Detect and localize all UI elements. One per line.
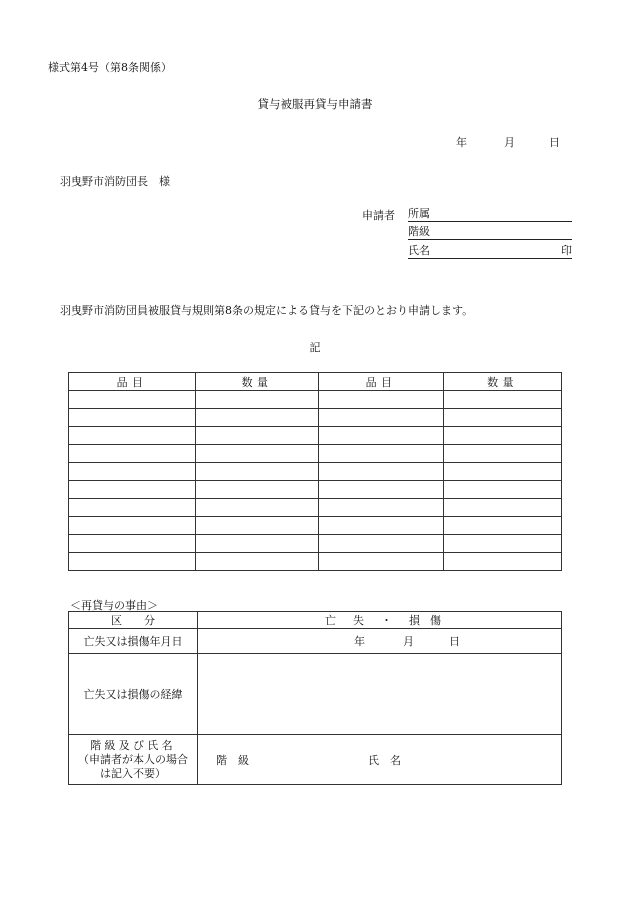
items-row [69,535,562,553]
quantity-cell[interactable] [196,517,319,535]
quantity-cell[interactable] [444,517,562,535]
item-cell[interactable] [319,427,444,445]
incident-year: 年 [354,635,365,648]
seal-mark: 印 [561,244,572,257]
category-char: 失 [353,614,364,627]
item-cell[interactable] [69,409,196,427]
rank-field-label: 階 級 [216,753,249,767]
name-field-label: 氏 名 [368,753,401,767]
quantity-cell[interactable] [444,409,562,427]
form-title: 貸与被服再貸与申請書 [257,97,373,111]
quantity-cell[interactable] [196,391,319,409]
item-cell[interactable] [319,481,444,499]
ki-heading: 記 [309,341,321,354]
rank-name-label [69,735,198,785]
rank-name-label-line: 階級及び氏名 [90,738,176,752]
item-cell[interactable] [319,391,444,409]
date-label: 亡失又は損傷年月日 [69,629,198,654]
item-cell[interactable] [319,463,444,481]
incident-month: 月 [403,635,414,648]
category-char: 損 [409,614,420,627]
quantity-cell[interactable] [196,427,319,445]
application-date[interactable] [456,134,560,150]
items-row [69,427,562,445]
quantity-cell[interactable] [196,445,319,463]
items-row [69,445,562,463]
item-cell[interactable] [319,517,444,535]
items-row [69,499,562,517]
item-cell[interactable] [319,499,444,517]
category-value[interactable] [198,612,562,629]
quantity-cell[interactable] [444,535,562,553]
form-number: 様式第4号（第8条関係） [48,61,172,74]
name-label: 氏名 [408,244,430,257]
header-quantity-2: 数量 [444,373,562,391]
item-cell[interactable] [319,409,444,427]
item-cell[interactable] [69,463,196,481]
quantity-cell[interactable] [444,391,562,409]
date-year: 年 [456,136,467,149]
quantity-cell[interactable] [196,481,319,499]
rank-label: 階級 [408,225,430,238]
quantity-cell[interactable] [196,499,319,517]
category-char: 傷 [430,614,441,627]
item-cell[interactable] [319,535,444,553]
incident-date-field[interactable] [198,629,562,654]
quantity-cell[interactable] [196,553,319,571]
header-item-2: 品目 [319,373,444,391]
affiliation-label: 所属 [408,207,430,220]
item-cell[interactable] [69,391,196,409]
item-cell[interactable] [69,427,196,445]
items-row [69,391,562,409]
date-day: 日 [549,136,560,149]
items-row [69,409,562,427]
items-row [69,553,562,571]
quantity-cell[interactable] [444,445,562,463]
details-label: 亡失又は損傷の経緯 [69,654,198,735]
item-cell[interactable] [69,481,196,499]
quantity-cell[interactable] [444,553,562,571]
quantity-cell[interactable] [444,499,562,517]
reason-table [68,611,562,785]
header-quantity-1: 数量 [196,373,319,391]
items-table [68,372,562,571]
date-month: 月 [504,136,515,149]
quantity-cell[interactable] [196,535,319,553]
quantity-cell[interactable] [196,463,319,481]
details-field[interactable] [198,654,562,735]
item-cell[interactable] [69,445,196,463]
item-cell[interactable] [69,517,196,535]
rank-name-label-line: （申請者が本人の場合 [78,752,188,766]
name-field[interactable] [408,244,572,259]
items-header-row [69,373,562,391]
items-row [69,481,562,499]
rank-name-label-line: は記入不要） [100,766,166,780]
reason-section-label: ＜再貸与の事由＞ [70,599,158,612]
quantity-cell[interactable] [196,409,319,427]
rank-field[interactable] [408,225,572,240]
items-row [69,517,562,535]
header-item-1: 品目 [69,373,196,391]
item-cell[interactable] [319,553,444,571]
statement: 羽曳野市消防団員被服貸与規則第8条の規定による貸与を下記のとおり申請します。 [60,304,474,317]
category-label: 区 分 [69,612,198,629]
rank-name-field[interactable] [198,735,562,785]
item-cell[interactable] [319,445,444,463]
category-char: 亡 [325,614,336,627]
quantity-cell[interactable] [444,481,562,499]
category-char: ・ [381,614,392,627]
item-cell[interactable] [69,553,196,571]
items-row [69,463,562,481]
item-cell[interactable] [69,499,196,517]
quantity-cell[interactable] [444,427,562,445]
incident-day: 日 [449,635,460,648]
quantity-cell[interactable] [444,463,562,481]
recipient: 羽曳野市消防団長 様 [60,175,170,188]
affiliation-field[interactable] [408,207,572,222]
item-cell[interactable] [69,535,196,553]
applicant-label: 申請者 [362,209,395,222]
